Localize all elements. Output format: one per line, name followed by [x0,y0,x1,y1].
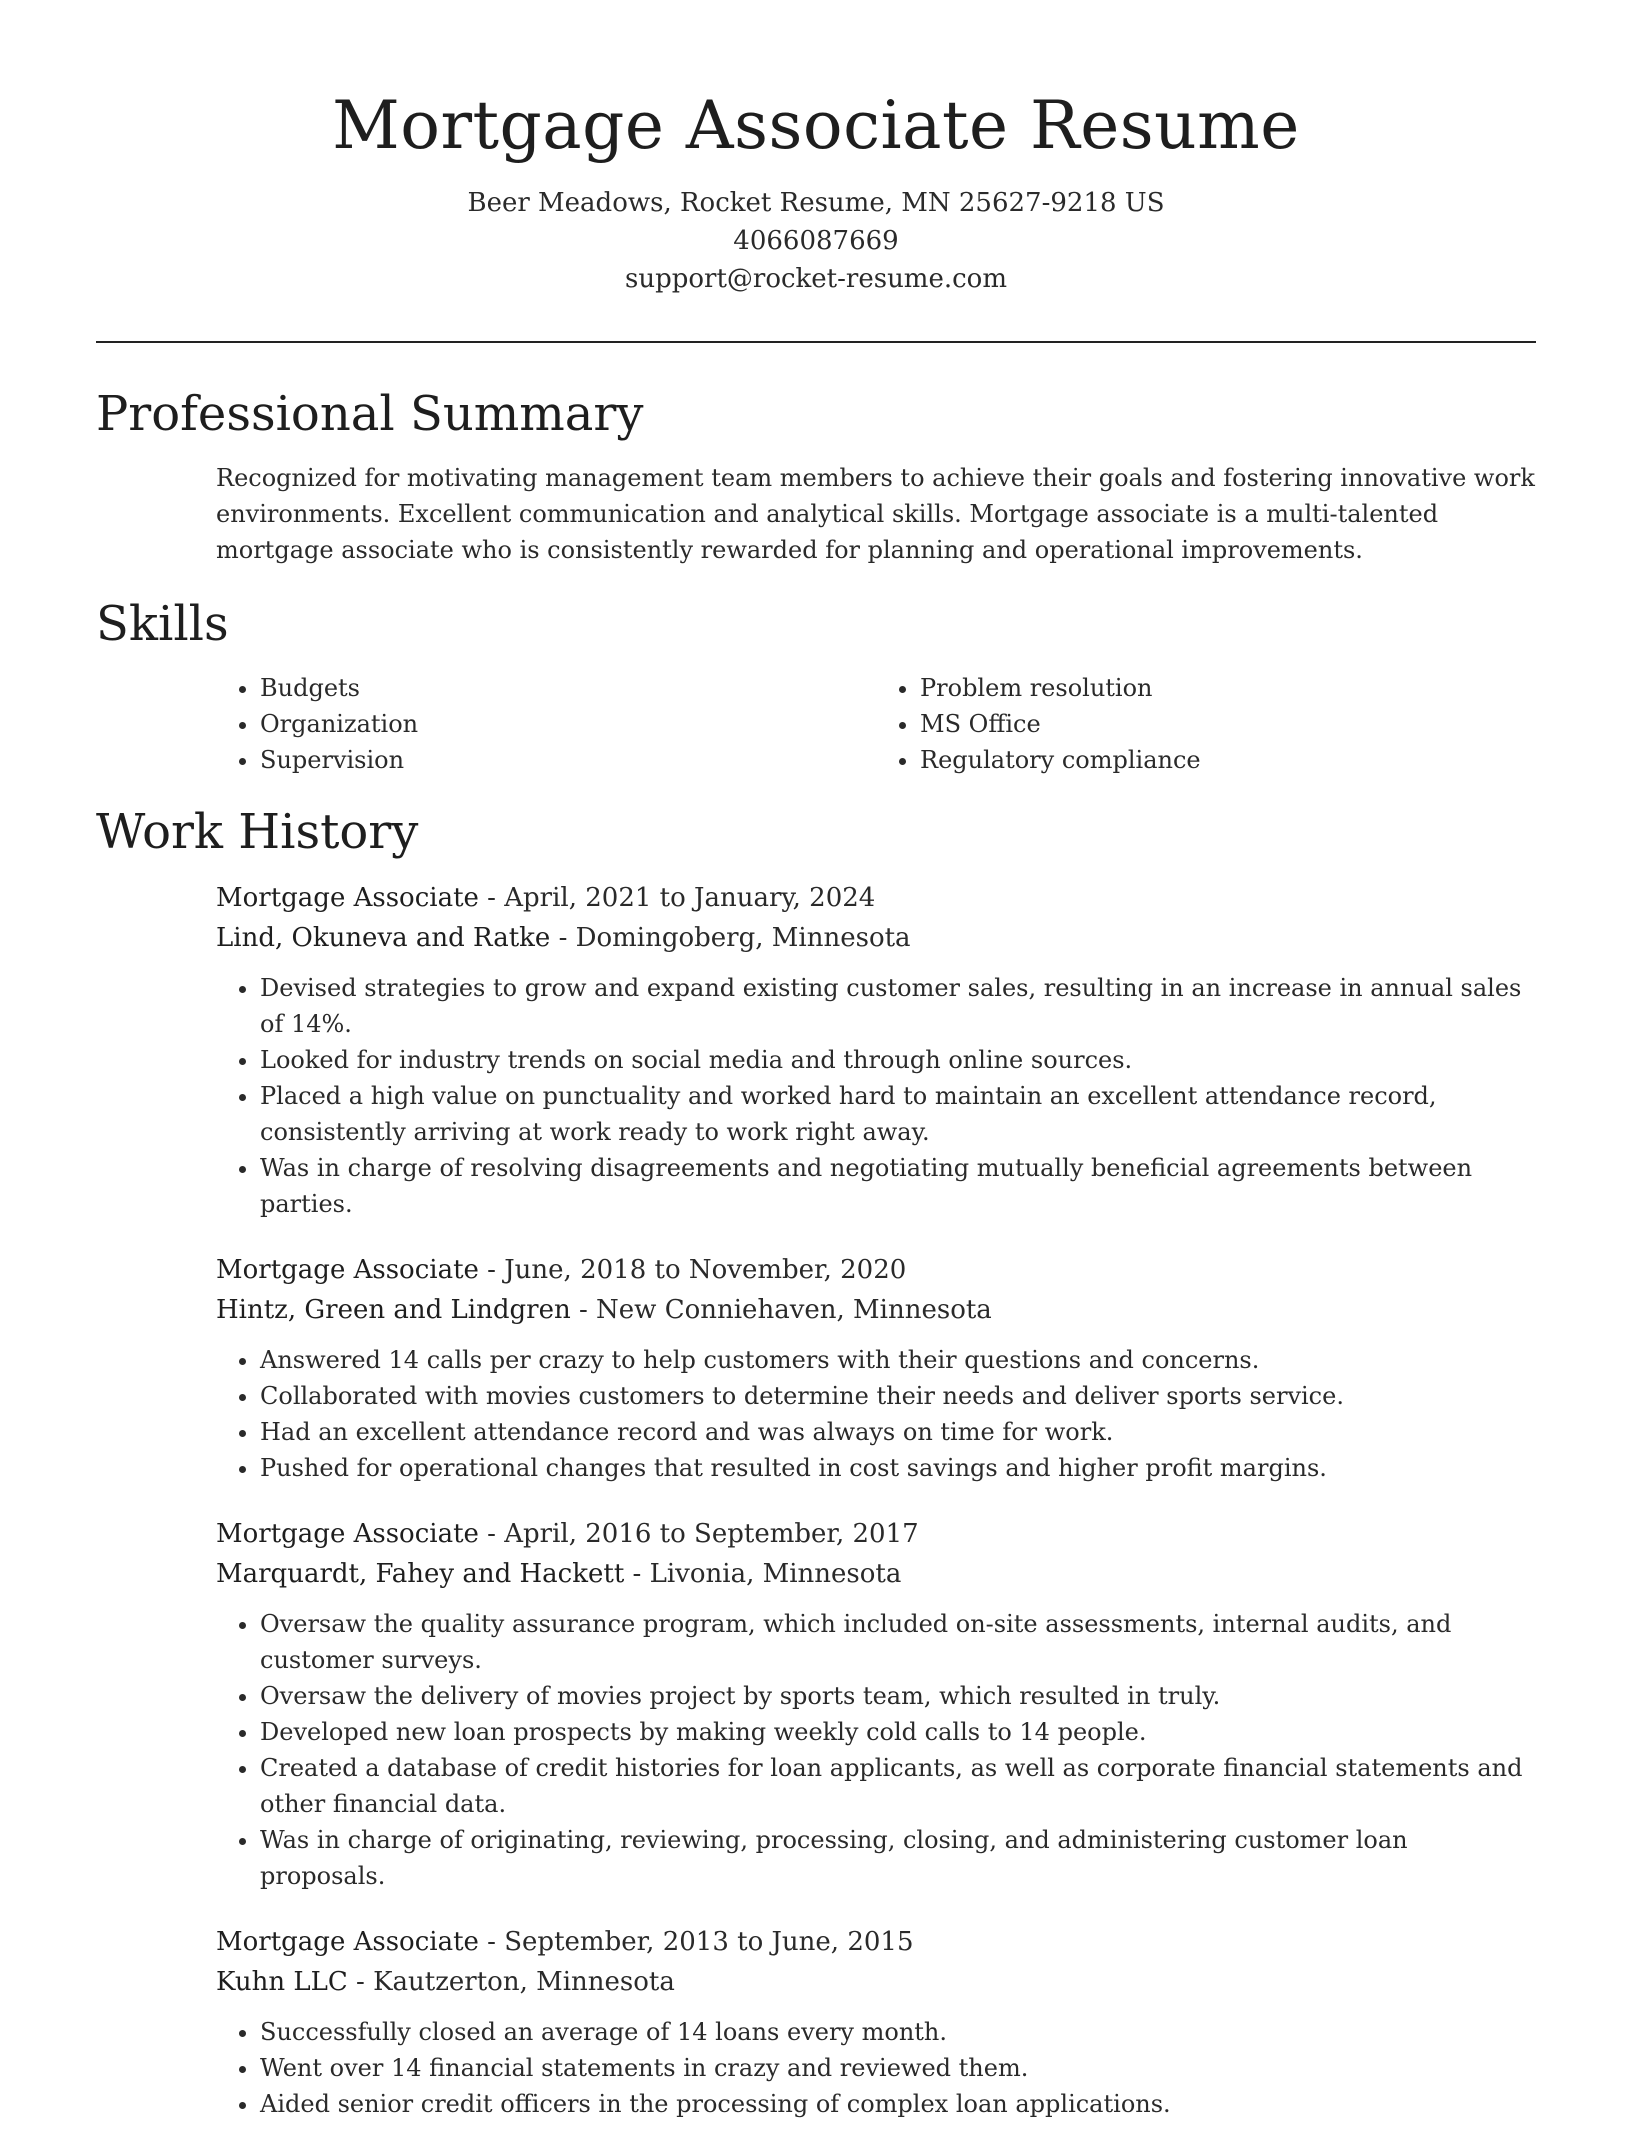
job-dates: - April, 2016 to September, 2017 [478,1519,919,1549]
job-title-line [216,878,1536,918]
summary-heading: Professional Summary [96,386,644,442]
job-company: Kuhn LLC [216,1967,348,1997]
skills-heading: Skills [96,596,229,652]
job-bullet: • Created a database of credit histories for loan applicants, as well as corporate financial statements and other financial data. [260,1750,1536,1822]
job-bullets [216,1606,1536,1894]
job-bullet: • Was in charge of resolving disagreements and negotiating mutually beneficial agreements between parties. [260,1150,1536,1222]
skill-item: • Supervision [260,742,876,778]
work-history-heading: Work History [96,804,419,860]
job-bullet: • Placed a high value on punctuality and worked hard to maintain an excellent attendance record, consistently arriving at work ready to work right away. [260,1078,1536,1150]
job-bullet: • Went over 14 financial statements in crazy and reviewed them. [260,2050,1536,2086]
contact-address: Beer Meadows, Rocket Resume, MN 25627-9218 US [467,188,1165,218]
job-entry [216,878,1536,1222]
job-bullet: • Pushed for operational changes that resulted in cost savings and higher profit margins. [260,1450,1536,1486]
job-title-line [216,1250,1536,1290]
skill-item: • Organization [260,706,876,742]
resume-body [96,382,1536,2150]
job-dates: - September, 2013 to June, 2015 [478,1927,914,1957]
job-bullet: • Oversaw the delivery of movies project by sports team, which resulted in truly. [260,1678,1536,1714]
contact-email: support@rocket-resume.com [624,264,1007,294]
job-location: - Domingoberg, Minnesota [550,923,911,953]
job-company-line [216,1962,1536,2002]
job-title-line [216,1922,1536,1962]
job-bullet: • Successfully closed an average of 14 loans every month. [260,2014,1536,2050]
skill-item: • Problem resolution [920,670,1536,706]
job-dates: - April, 2021 to January, 2024 [478,883,876,913]
job-bullet: • Answered 14 calls per crazy to help customers with their questions and concerns. [260,1342,1536,1378]
job-bullets [216,970,1536,1222]
job-company-line [216,918,1536,958]
header-divider [96,341,1536,343]
job-bullet: • Developed new loan prospects by making weekly cold calls to 14 people. [260,1714,1536,1750]
job-company-line [216,1290,1536,1330]
job-role: Mortgage Associate [216,1255,479,1285]
skills-column-left [216,670,876,778]
job-bullet: • Was in charge of originating, reviewing, processing, closing, and administering customer loan proposals. [260,1822,1536,1894]
job-role: Mortgage Associate [216,1927,479,1957]
job-location: - New Conniehaven, Minnesota [570,1295,992,1325]
job-company: Lind, Okuneva and Ratke [216,923,551,953]
job-title-line [216,1514,1536,1554]
job-dates: - June, 2018 to November, 2020 [478,1255,907,1285]
job-bullet: • Collaborated with movies customers to determine their needs and deliver sports service. [260,1378,1536,1414]
job-bullet: • Had an excellent attendance record and was always on time for work. [260,1414,1536,1450]
job-bullet: • Looked for industry trends on social media and through online sources. [260,1042,1536,1078]
resume-title: Mortgage Associate Resume [332,87,1300,164]
job-role: Mortgage Associate [216,883,479,913]
job-bullets [216,2014,1536,2122]
job-company: Hintz, Green and Lindgren [216,1295,571,1325]
job-company-line [216,1554,1536,1594]
contact-block [0,184,1632,298]
summary-text: Recognized for motivating management team members to achieve their goals and fostering innovative work environments. Excellent communication and analytical skills. Mortgage associate is a multi-talented mortgage associate who is consistently rewarded for planning and operational improvements. [216,464,1535,564]
job-company: Marquardt, Fahey and Hackett [216,1559,625,1589]
skill-item: • MS Office [920,706,1536,742]
job-entry [216,1922,1536,2122]
skill-item: • Regulatory compliance [920,742,1536,778]
skills-column-right [876,670,1536,778]
skills-list [216,670,1536,778]
job-entry [216,1514,1536,1894]
skill-item: • Budgets [260,670,876,706]
job-bullet: • Devised strategies to grow and expand existing customer sales, resulting in an increase in annual sales of 14%. [260,970,1536,1042]
job-bullet: • Aided senior credit officers in the processing of complex loan applications. [260,2086,1536,2122]
job-location: - Livonia, Minnesota [624,1559,902,1589]
contact-phone: 4066087669 [733,226,899,256]
job-bullets [216,1342,1536,1486]
resume-header [0,0,1632,298]
job-entry [216,1250,1536,1486]
job-role: Mortgage Associate [216,1519,479,1549]
job-bullet: • Oversaw the quality assurance program, which included on-site assessments, internal audits, and customer surveys. [260,1606,1536,1678]
job-location: - Kautzerton, Minnesota [347,1967,675,1997]
